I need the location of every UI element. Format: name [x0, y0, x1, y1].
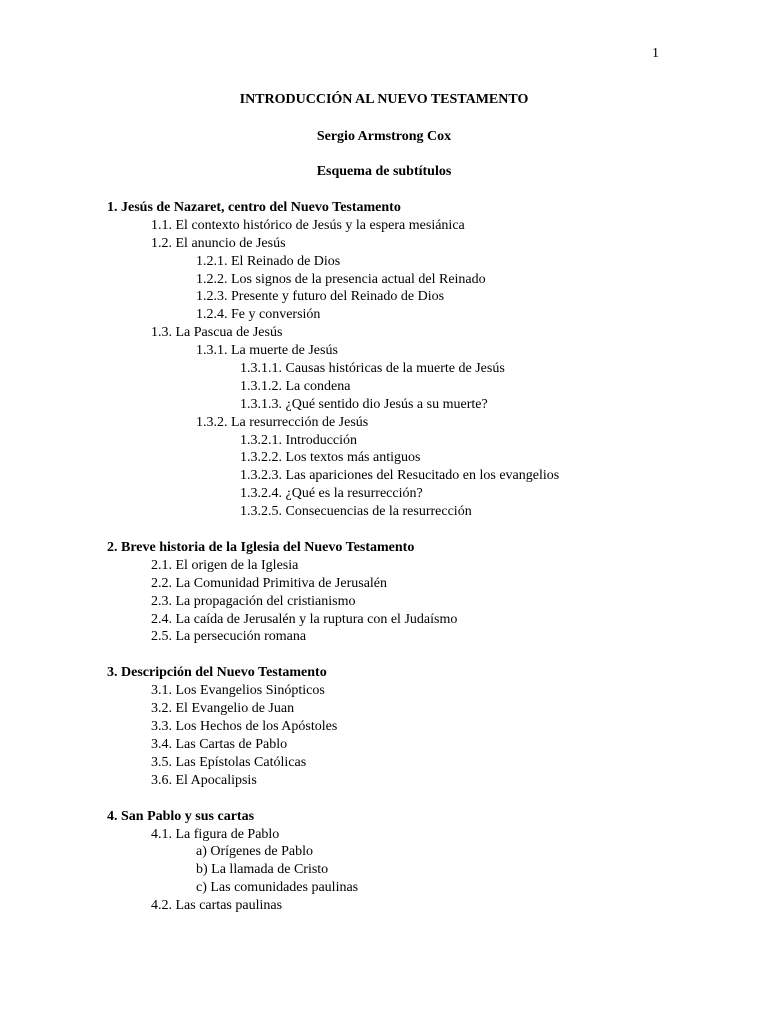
toc-section	[107, 199, 727, 521]
outline-item: 1.3.2.5. Consecuencias de la resurrección	[240, 504, 472, 520]
outline-item: 3.2. El Evangelio de Juan	[151, 701, 295, 717]
outline-item: 2.2. La Comunidad Primitiva de Jerusalén	[151, 575, 388, 591]
outline-item: 1.2.2. Los signos de la presencia actual del Reinado	[196, 271, 486, 287]
outline-item: 1.3. La Pascua de Jesús	[151, 325, 283, 341]
outline-item: c) Las comunidades paulinas	[196, 880, 359, 896]
outline-item: 1.3.2.4. ¿Qué es la resurrección?	[240, 486, 423, 502]
outline-item: 3.1. Los Evangelios Sinópticos	[151, 683, 325, 699]
outline-item: 1.3.1. La muerte de Jesús	[196, 343, 338, 359]
page-number: 1	[652, 46, 659, 61]
outline-item: 1.3.1.2. La condena	[240, 378, 351, 394]
document-title: INTRODUCCIÓN AL NUEVO TESTAMENTO	[239, 92, 529, 107]
outline-item: 1.3.2.1. Introducción	[240, 432, 358, 448]
outline-item: 2.3. La propagación del cristianismo	[151, 593, 356, 609]
author-name: Sergio Armstrong Cox	[316, 129, 452, 144]
section-heading: 1. Jesús de Nazaret, centro del Nuevo Testamento	[107, 200, 401, 215]
document-subtitle: Esquema de subtítulos	[316, 164, 452, 179]
outline-item: 3.6. El Apocalipsis	[151, 772, 257, 788]
outline-item: 1.2.4. Fe y conversión	[196, 307, 321, 323]
section-heading: 3. Descripción del Nuevo Testamento	[107, 665, 327, 681]
outline-item: 1.3.1.3. ¿Qué sentido dio Jesús a su muerte?	[240, 396, 488, 412]
toc-section	[107, 539, 727, 646]
outline-item: b) La llamada de Cristo	[196, 862, 329, 878]
table-of-contents	[107, 199, 727, 933]
outline-item: 4.1. La figura de Pablo	[151, 826, 280, 842]
outline-item: 1.3.2.3. Las apariciones del Resucitado en los evangelios	[240, 468, 560, 484]
outline-item: a) Orígenes de Pablo	[196, 844, 314, 860]
section-heading: 4. San Pablo y sus cartas	[107, 808, 255, 824]
toc-section	[107, 664, 727, 789]
outline-item: 1.2.3. Presente y futuro del Reinado de Dios	[196, 289, 445, 305]
toc-section	[107, 808, 727, 915]
outline-item: 2.1. El origen de la Iglesia	[151, 557, 299, 573]
outline-item: 4.2. Las cartas paulinas	[151, 898, 283, 914]
outline-item: 2.4. La caída de Jerusalén y la ruptura con el Judaísmo	[151, 611, 458, 627]
outline-item: 2.5. La persecución romana	[151, 629, 307, 645]
outline-item: 1.2.1. El Reinado de Dios	[196, 253, 341, 269]
outline-item: 3.3. Los Hechos de los Apóstoles	[151, 719, 338, 735]
outline-item: 1.2. El anuncio de Jesús	[151, 235, 286, 251]
outline-item: 1.3.1.1. Causas históricas de la muerte de Jesús	[240, 361, 505, 377]
section-heading: 2. Breve historia de la Iglesia del Nuevo Testamento	[107, 540, 415, 556]
outline-item: 3.5. Las Epístolas Católicas	[151, 754, 307, 770]
outline-item: 3.4. Las Cartas de Pablo	[151, 736, 288, 752]
outline-item: 1.1. El contexto histórico de Jesús y la espera mesiánica	[151, 217, 465, 233]
outline-item: 1.3.2. La resurrección de Jesús	[196, 414, 369, 430]
outline-item: 1.3.2.2. Los textos más antiguos	[240, 450, 421, 466]
